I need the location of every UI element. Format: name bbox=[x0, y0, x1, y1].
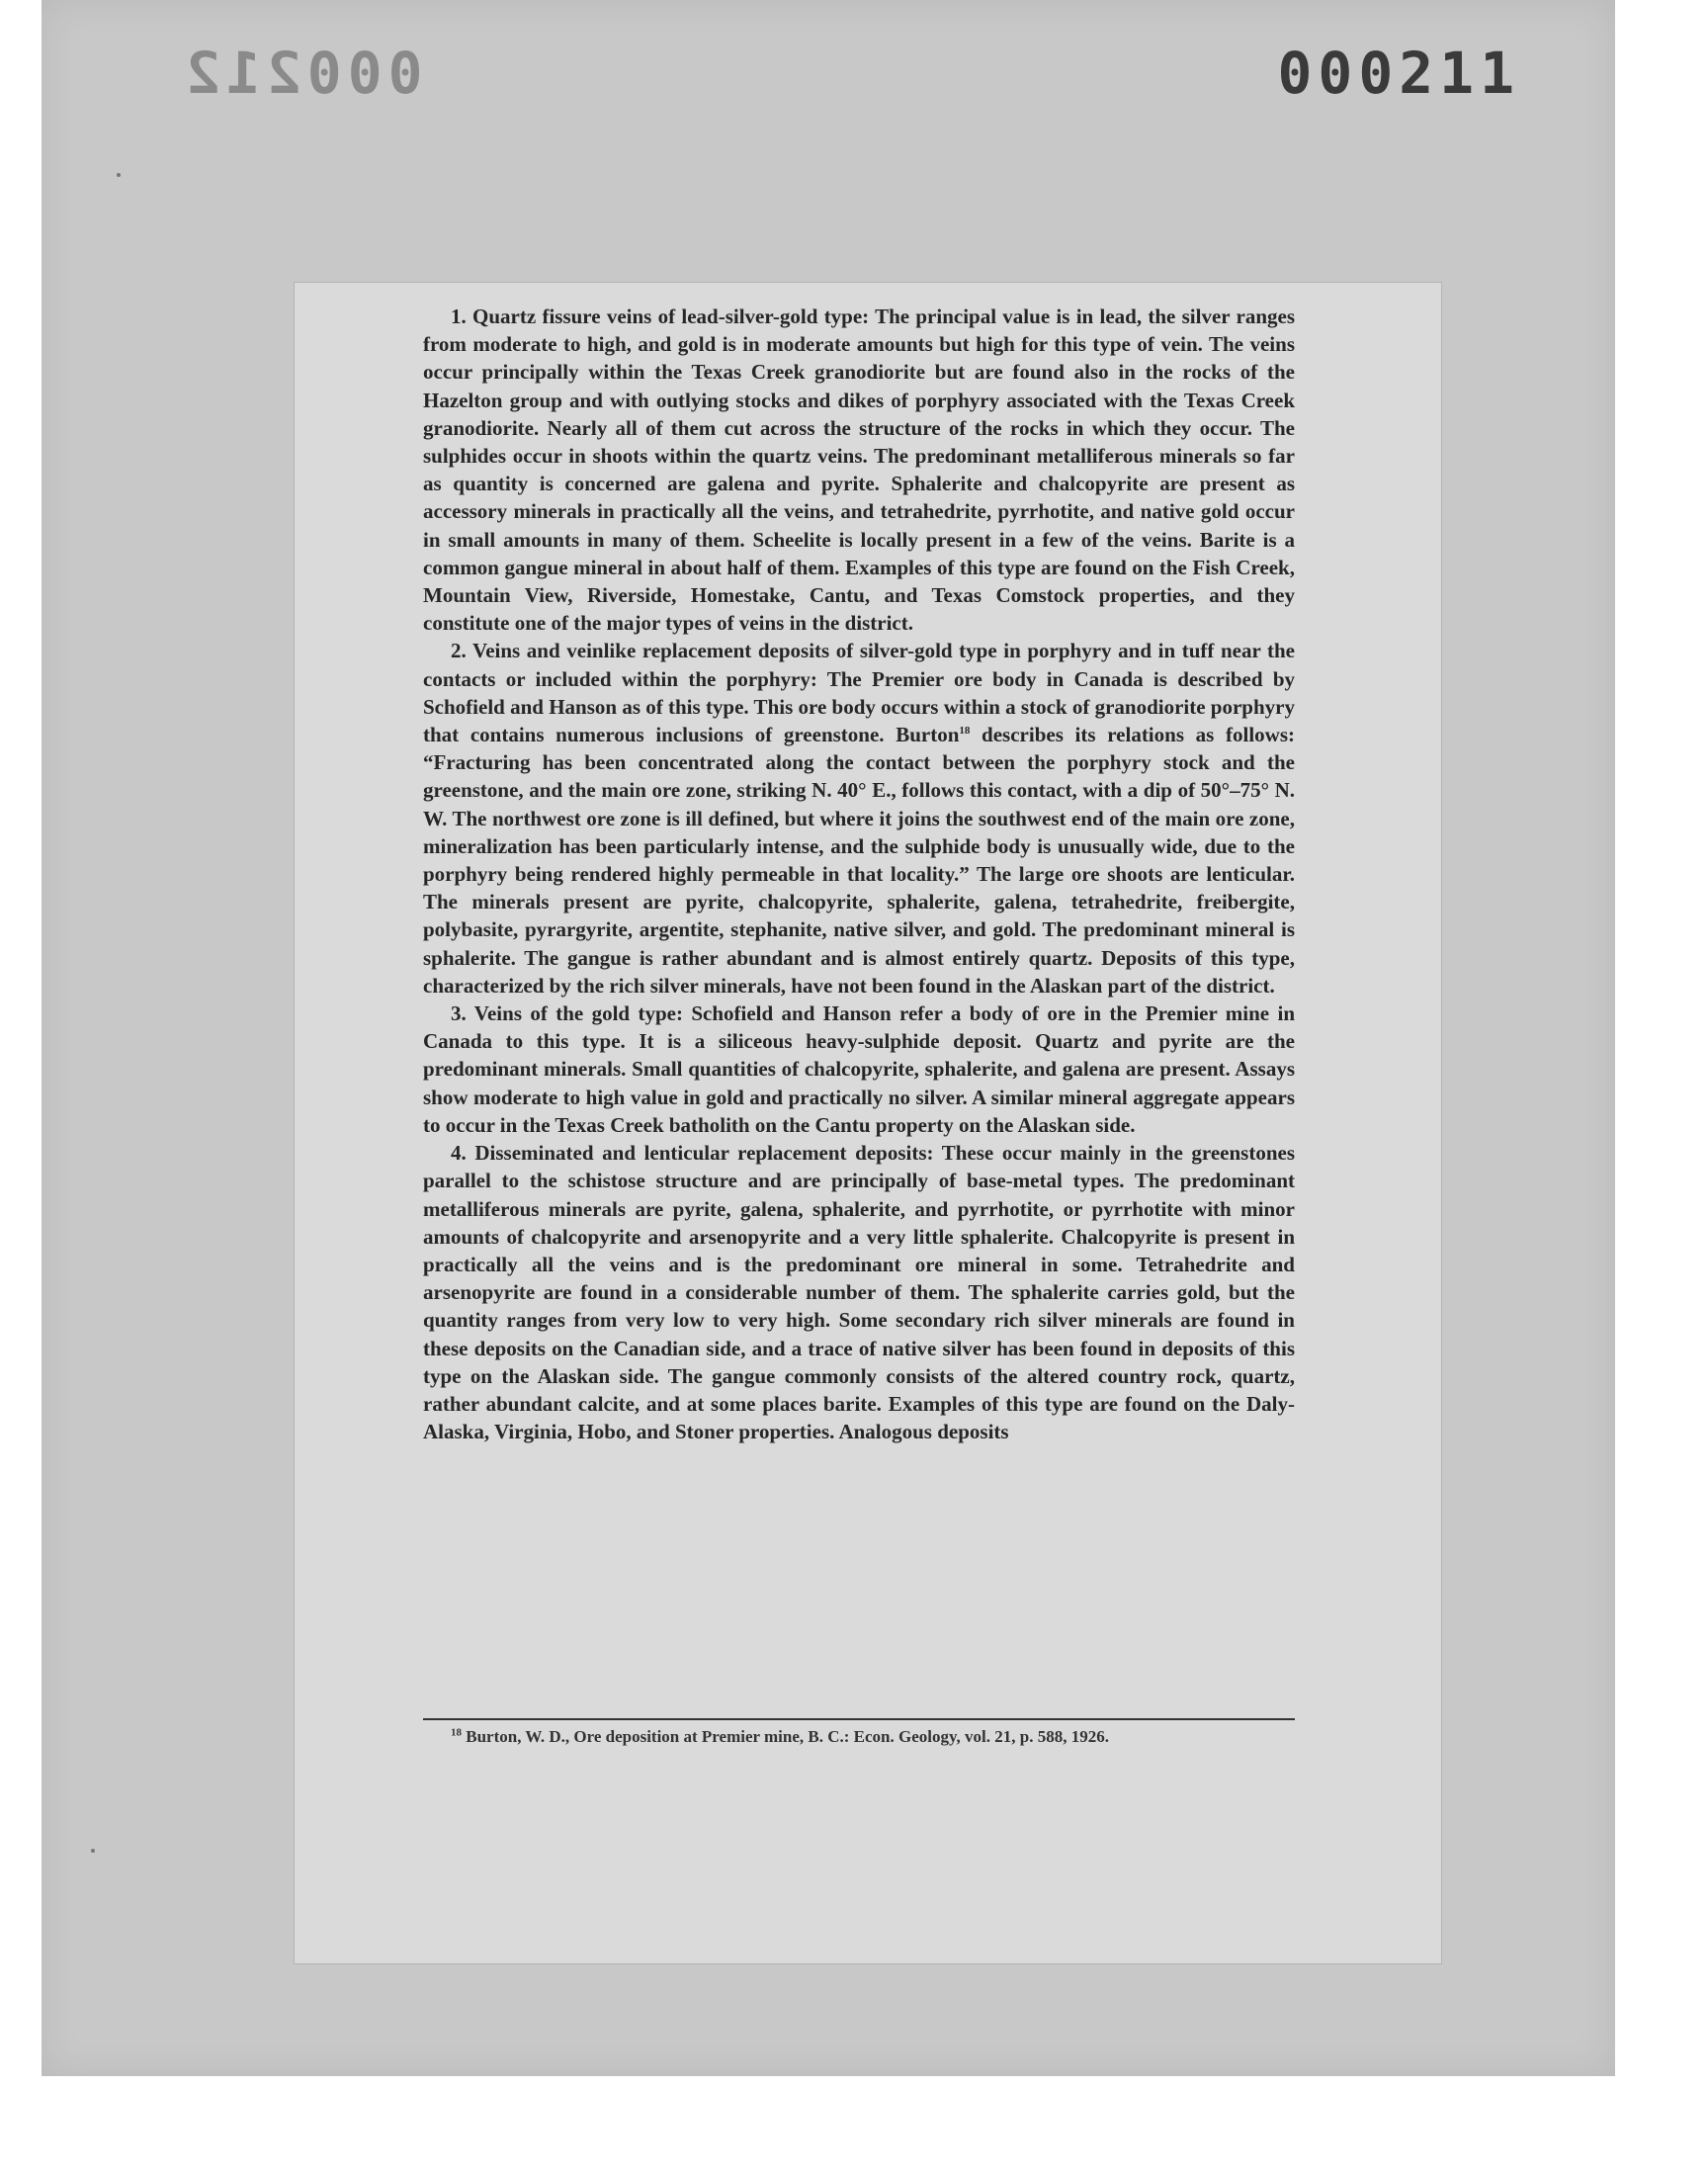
paragraph-4: 4. Disseminated and lenticular replacement deposits: These occur mainly in the greenstones parallel to the schistose structure and are principally of base-metal types. The predominant metalliferous minerals are pyrite, galena, sphalerite, and pyrrhotite, or pyrrhotite with minor amounts of chalcopyrite and arsenopyrite and a very little sphalerite. Chalcopyrite is present in practically all the veins and is the predominant ore mineral in some. Tetrahedrite and arsenopyrite are found in a considerable number of them. The sphalerite carries gold, but the quantity ranges from very low to very high. Some secondary rich silver minerals are found in these deposits on the Canadian side, and a trace of native silver has been found in deposits of this type on the Alaskan side. The gangue commonly consists of the altered country rock, quartz, rather abundant calcite, and at some places barite. Examples of this type are found on the Daly-Alaska, Virginia, Hobo, and Stoner properties. Analogous deposits bbox=[423, 1141, 1295, 1444]
scan-speck bbox=[91, 1849, 95, 1853]
footnote-number: 18 bbox=[451, 1726, 462, 1739]
paragraph-1: 1. Quartz fissure veins of lead-silver-gold type: The principal value is in lead, the silver ranges from moderate to high, and gold is in moderate amounts but high for this type of vein. The veins occur principally within the Texas Creek granodiorite but are found also in the rocks of the Hazelton group and with outlying stocks and dikes of porphyry associated with the Texas Creek granodiorite. Nearly all of them cut across the structure of the rocks in which they occur. The sulphides occur in shoots within the quartz veins. The predominant metalliferous minerals so far as quantity is concerned are galena and pyrite. Sphalerite and chalcopyrite are present as accessory minerals in practically all the veins, and tetrahedrite, pyrrhotite, and native gold occur in small amounts in many of them. Scheelite is locally present in a few of the veins. Barite is a common gangue mineral in about half of them. Examples of this type are found on the Fish Creek, Mountain View, Riverside, Homestake, Cantu, and Texas Comstock properties, and they constitute one of the major types of veins in the district. bbox=[423, 304, 1295, 636]
footnote-ref: 18 bbox=[959, 725, 971, 738]
document-page bbox=[295, 283, 1441, 1963]
page-stamp-mirrored: 000212 bbox=[180, 40, 423, 107]
paragraph-2-text: 2. Veins and veinlike replacement deposits of silver-gold type in porphyry and in tuff near the contacts or included within the porphyry: The Premier ore body in Canada is described by Schofield and Hanson as of this type. This ore body occurs within a stock of granodiorite porphyry that contains numerous inclusions of greenstone. Burton bbox=[423, 639, 1295, 747]
paragraph-2 bbox=[423, 637, 1295, 1000]
scan-speck bbox=[117, 173, 121, 177]
paragraph-2-text-cont: describes its relations as follows: “Fracturing has been concentrated along the contact between the porphyry stock and the greenstone, and the main ore zone, striking N. 40° E., follows this contact, with a dip of 50°–75° N. W. The northwest ore zone is ill defined, but where it joins the southwest end of the main ore zone, mineralization has been particularly intense, and the sulphide body is unusually wide, due to the porphyry being rendered highly permeable in that locality.” The large ore shoots are lenticular. The minerals present are pyrite, chalcopyrite, sphalerite, galena, tetrahedrite, freibergite, polybasite, pyrargyrite, argentite, stephanite, native silver, and gold. The predominant mineral is sphalerite. The gangue is rather abundant and is almost entirely quartz. Deposits of this type, characterized by the rich silver minerals, have not been found in the Alaskan part of the district. bbox=[423, 723, 1295, 998]
paragraph-3: 3. Veins of the gold type: Schofield and Hanson refer a body of ore in the Premier mine in Canada to this type. It is a siliceous heavy-sulphide deposit. Quartz and pyrite are the predominant minerals. Small quantities of chalcopyrite, sphalerite, and galena are present. Assays show moderate to high value in gold and practically no silver. A similar mineral aggregate appears to occur in the Texas Creek batholith on the Cantu property on the Alaskan side. bbox=[423, 1001, 1295, 1137]
scanned-sheet bbox=[42, 0, 1615, 2076]
page-stamp: 000211 bbox=[1277, 40, 1520, 107]
body-text bbox=[423, 303, 1295, 1445]
footnote bbox=[423, 1726, 1295, 1748]
footnote-divider bbox=[423, 1718, 1295, 1720]
footnote-text: Burton, W. D., Ore deposition at Premier mine, B. C.: Econ. Geology, vol. 21, p. 588, 1926. bbox=[462, 1727, 1109, 1746]
